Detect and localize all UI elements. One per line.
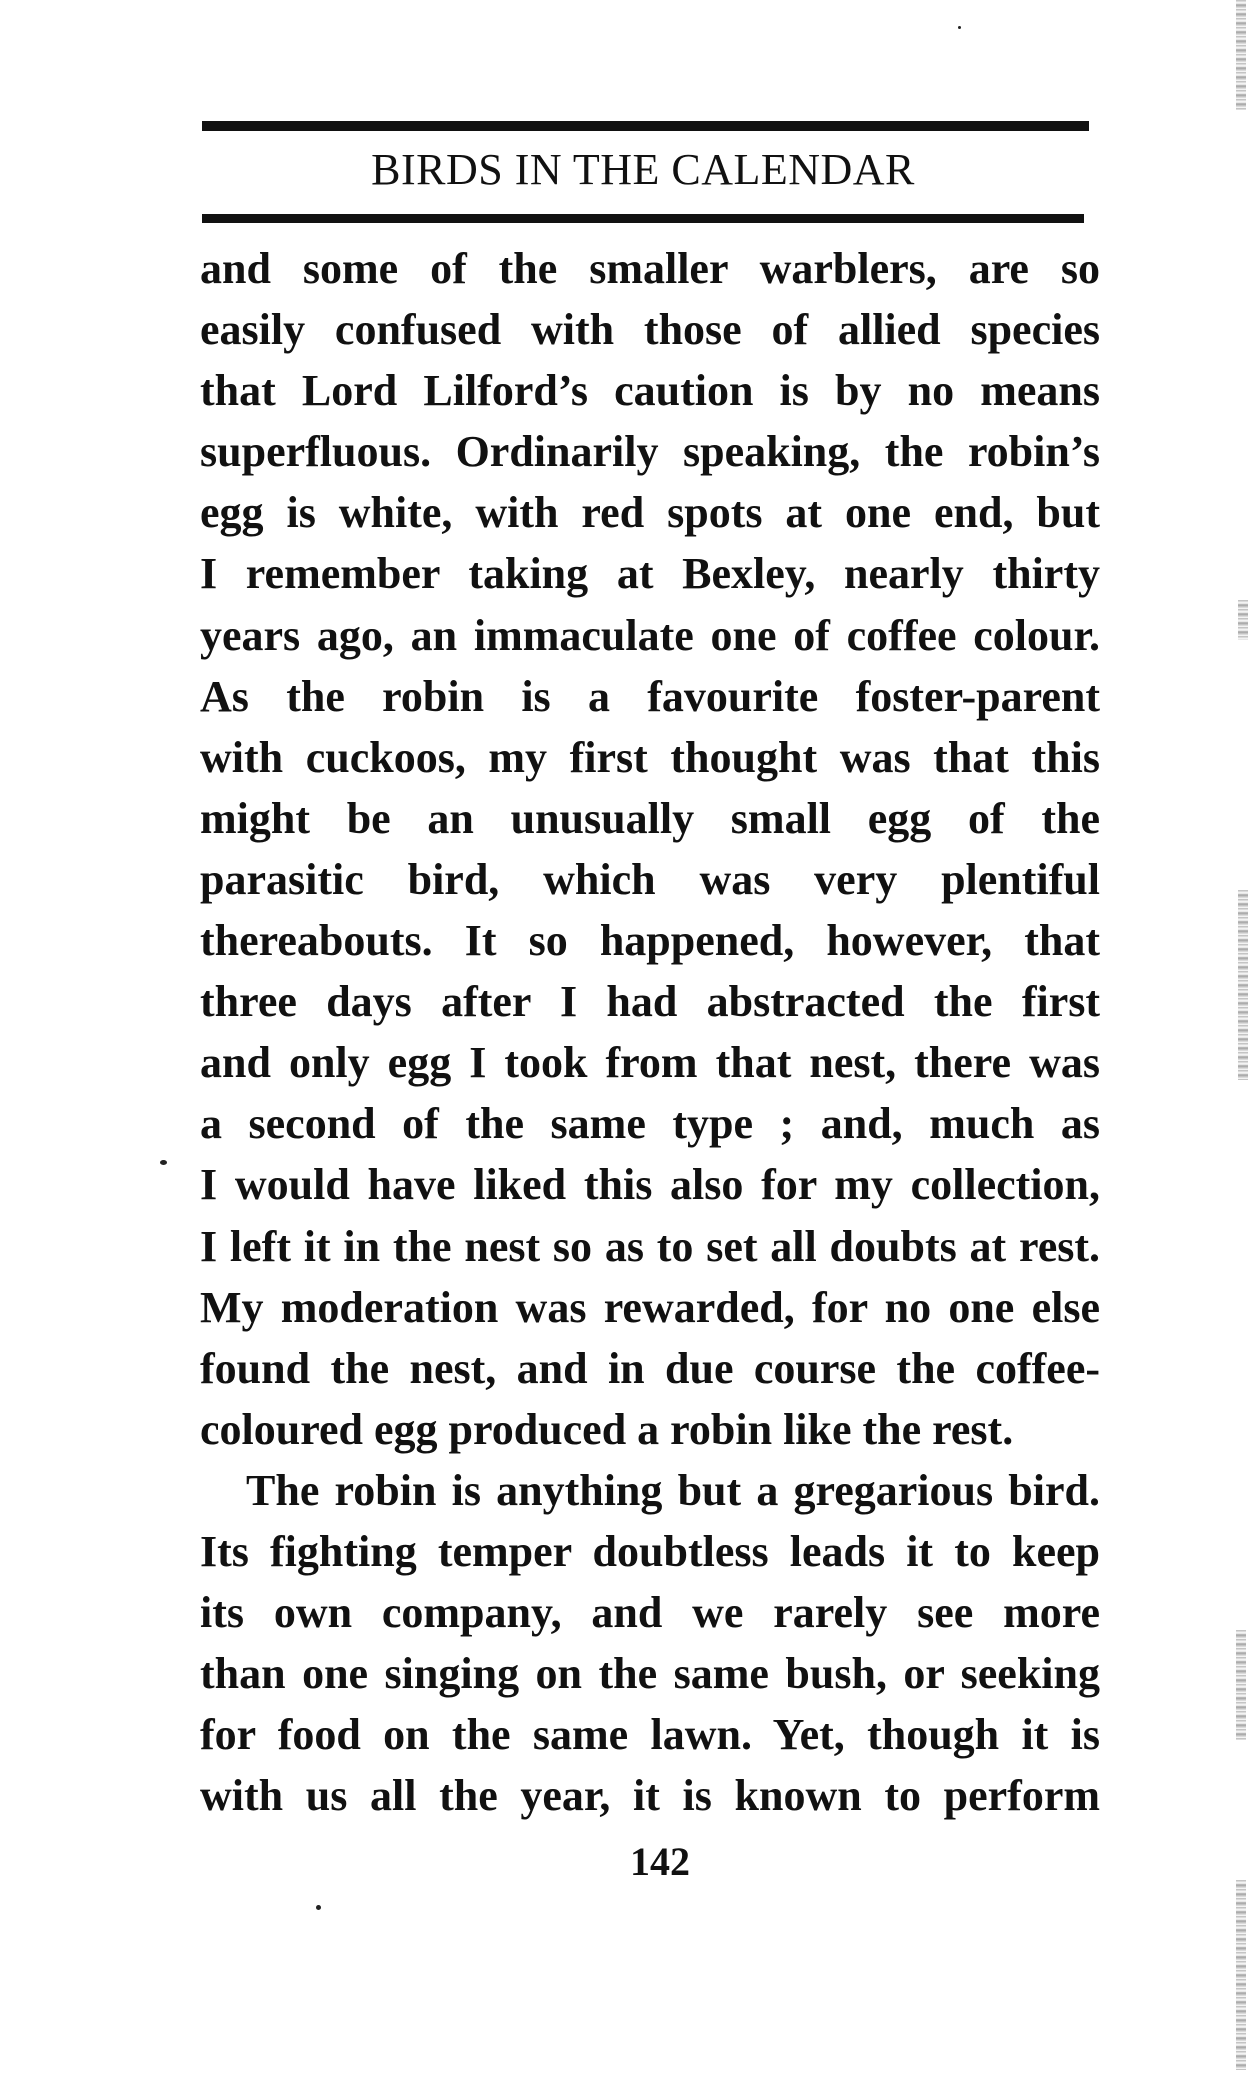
header-top-rule — [202, 121, 1089, 131]
page-number: 142 — [630, 1839, 690, 1884]
text-line: and only egg I took from that nest, there was — [200, 1038, 1100, 1088]
text-line: its own company, and we rarely see more — [200, 1588, 1100, 1638]
body-text — [200, 238, 1100, 1826]
text-line: superfluous. Ordinarily speaking, the robin’s — [200, 427, 1100, 477]
text-line: parasitic bird, which was very plentiful — [200, 854, 1100, 904]
text-line: As the robin is a favourite foster-parent — [200, 671, 1100, 721]
text-line: thereabouts. It so happened, however, that — [200, 916, 1100, 966]
text-line: easily confused with those of allied species — [200, 305, 1100, 355]
text-line: My moderation was rewarded, for no one else — [200, 1282, 1100, 1332]
text-line: than one singing on the same bush, or seeking — [200, 1649, 1100, 1699]
scan-edge-artifact — [1238, 600, 1248, 640]
text-line: a second of the same type ; and, much as — [200, 1099, 1100, 1149]
text-line: years ago, an immaculate one of coffee colour. — [200, 610, 1100, 660]
header-bottom-rule — [202, 214, 1084, 223]
text-line: I left it in the nest so as to set all doubts at rest. — [200, 1221, 1100, 1271]
paragraph-start-line: The robin is anything but a gregarious bird. — [246, 1465, 1100, 1515]
text-line: I remember taking at Bexley, nearly thirty — [200, 549, 1100, 599]
scan-speck — [160, 1160, 167, 1165]
text-line: found the nest, and in due course the coffee- — [200, 1343, 1100, 1393]
paragraph-end-line: coloured egg produced a robin like the rest. — [200, 1404, 1014, 1454]
text-line: with us all the year, it is known to perform — [200, 1771, 1100, 1821]
text-line: and some of the smaller warblers, are so — [200, 244, 1100, 293]
text-line: three days after I had abstracted the first — [200, 977, 1100, 1027]
running-head: BIRDS IN THE CALENDAR — [371, 145, 915, 194]
scan-edge-artifact — [1236, 1880, 1246, 2070]
text-line: for food on the same lawn. Yet, though it is — [200, 1710, 1100, 1760]
text-line: I would have liked this also for my collection, — [200, 1160, 1100, 1210]
scan-speck — [958, 26, 961, 29]
scan-edge-artifact — [1238, 890, 1248, 1080]
text-line: with cuckoos, my first thought was that this — [200, 732, 1100, 782]
scan-edge-artifact — [1236, 0, 1246, 110]
text-line: Its fighting temper doubtless leads it to keep — [200, 1526, 1100, 1576]
text-line: might be an unusually small egg of the — [200, 793, 1100, 843]
scan-speck — [316, 1905, 321, 1910]
text-line: egg is white, with red spots at one end, but — [200, 488, 1100, 538]
scan-edge-artifact — [1236, 1630, 1246, 1740]
text-line: that Lord Lilford’s caution is by no means — [200, 366, 1100, 416]
